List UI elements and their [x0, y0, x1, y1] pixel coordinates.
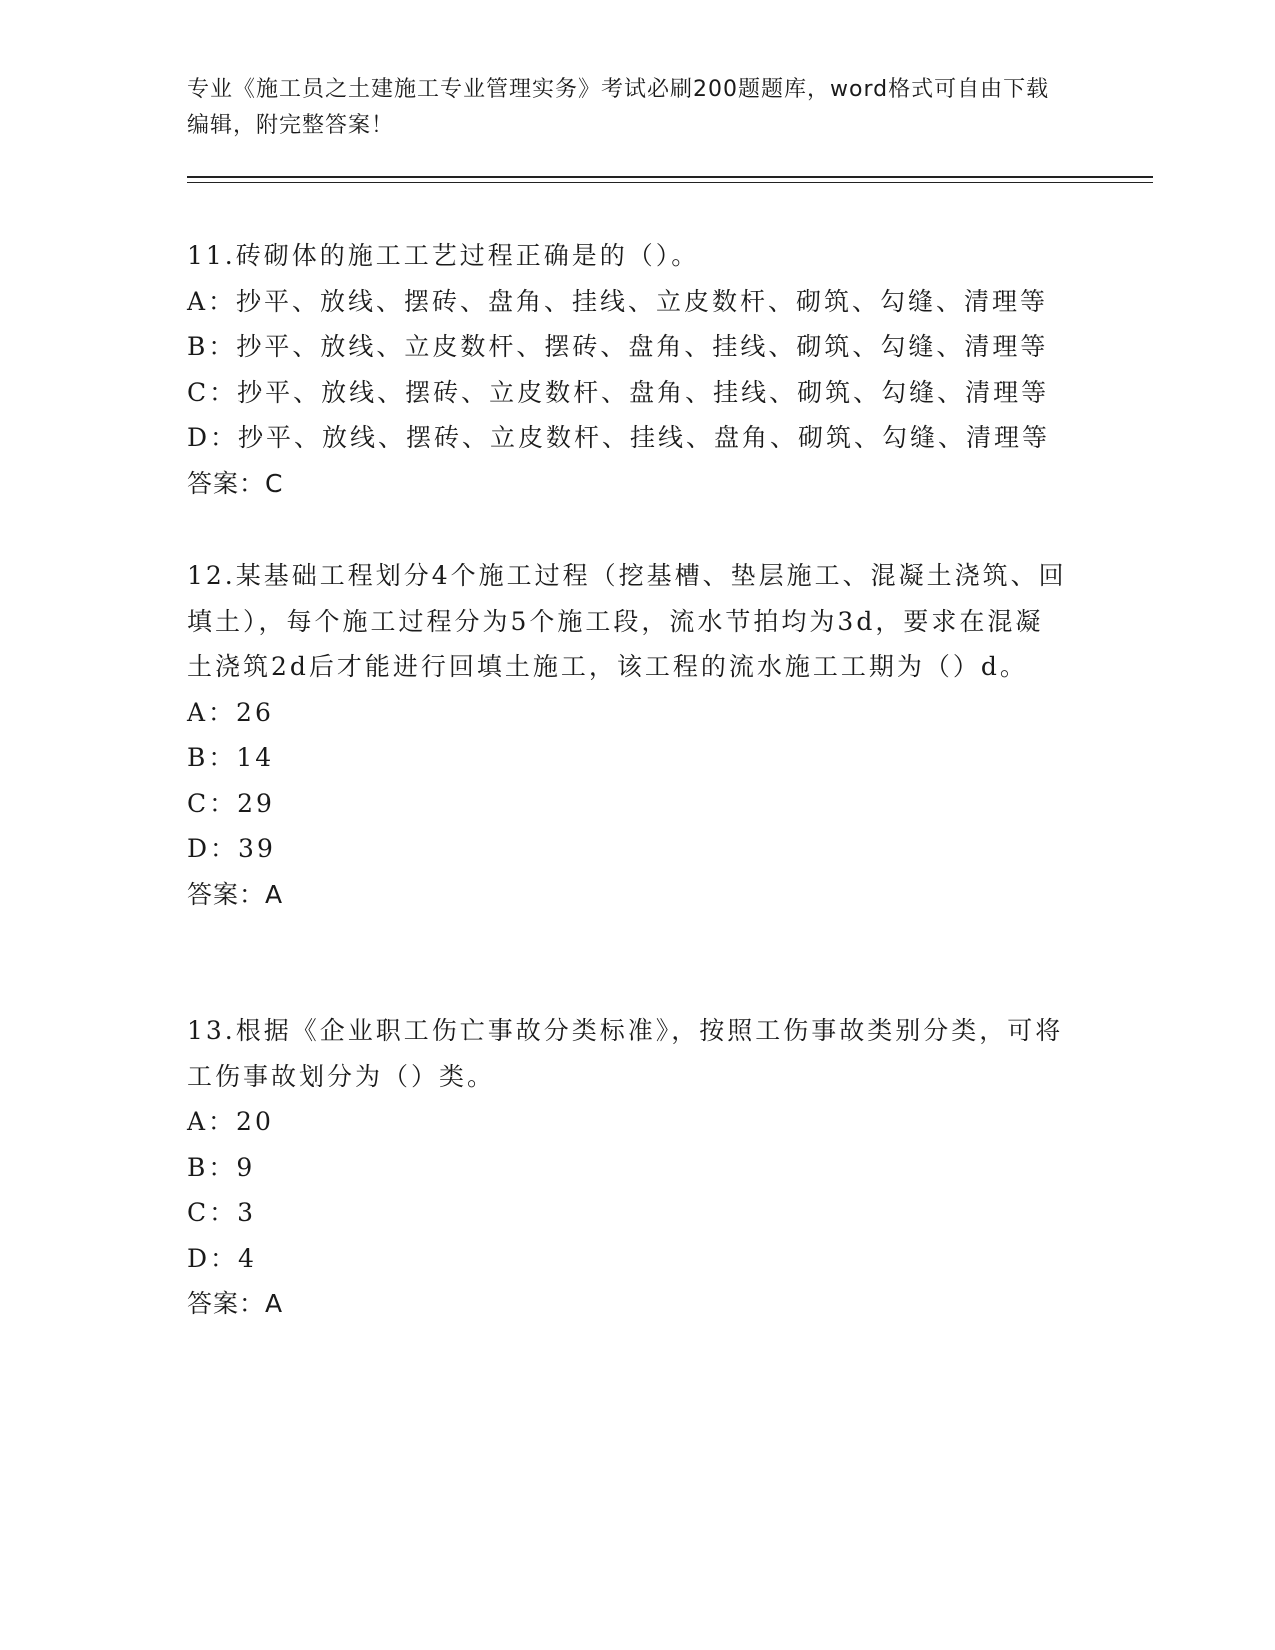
- question-stem: 12.某基础工程划分4个施工过程（挖基槽、垫层施工、混凝土浇筑、回填土），每个施工过程分为5个施工段，流水节拍均为3d，要求在混凝土浇筑2d后才能进行回填土施工，该工程的流水施工工期为（）d。: [187, 561, 1067, 681]
- option-a: A：20: [187, 1107, 274, 1136]
- option-b: B：14: [187, 743, 275, 772]
- header-divider-thin: [187, 182, 1153, 183]
- document-header: 专业《施工员之土建施工专业管理实务》考试必刷200题题库，word格式可自由下载编辑，附完整答案！: [187, 77, 1050, 138]
- question-12: [187, 553, 1067, 917]
- option-c: C：抄平、放线、摆砖、立皮数杆、盘角、挂线、砌筑、勾缝、清理等: [187, 377, 1050, 407]
- question-stem: 13.根据《企业职工伤亡事故分类标准》，按照工伤事故类别分类，可将工伤事故划分为（）类。: [187, 1016, 1064, 1091]
- option-d: D：抄平、放线、摆砖、立皮数杆、挂线、盘角、砌筑、勾缝、清理等: [187, 423, 1051, 452]
- question-11: [187, 233, 1067, 506]
- option-c: C：3: [187, 1198, 257, 1227]
- answer: 答案：A: [187, 1289, 284, 1318]
- option-c: C：29: [187, 788, 275, 818]
- header-divider-thick: [187, 176, 1153, 178]
- answer: 答案：C: [187, 468, 284, 498]
- question-13: [187, 1008, 1067, 1327]
- answer: 答案：A: [187, 879, 284, 909]
- question-stem: 11.砖砌体的施工工艺过程正确是的（）。: [187, 241, 700, 270]
- option-a: A：26: [187, 697, 274, 727]
- option-b: B：抄平、放线、立皮数杆、摆砖、盘角、挂线、砌筑、勾缝、清理等: [187, 332, 1049, 361]
- option-d: D：39: [187, 834, 276, 863]
- option-d: D：4: [187, 1243, 257, 1273]
- option-a: A：抄平、放线、摆砖、盘角、挂线、立皮数杆、砌筑、勾缝、清理等: [187, 286, 1049, 316]
- option-b: B：9: [187, 1152, 256, 1182]
